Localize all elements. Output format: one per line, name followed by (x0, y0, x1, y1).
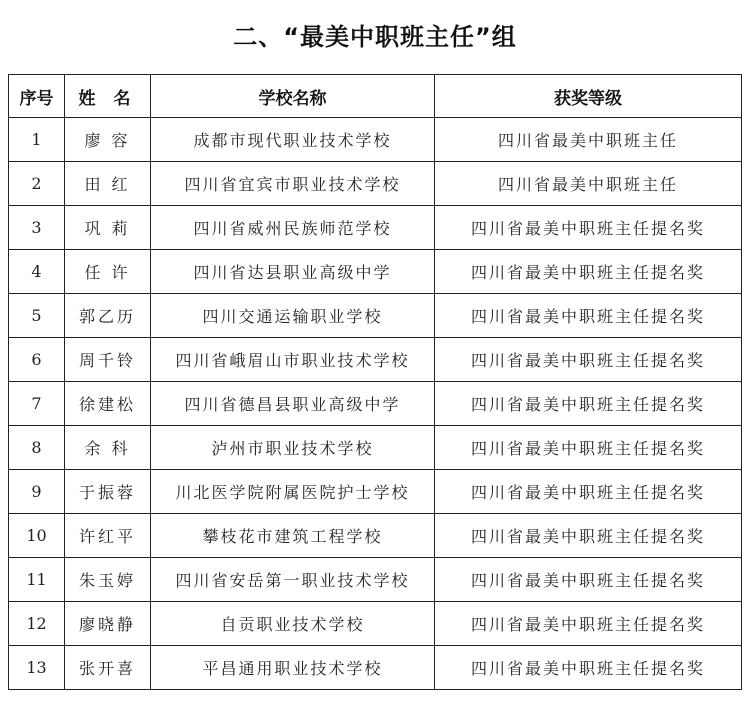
cell-school-name: 自贡职业技术学校 (151, 602, 435, 646)
table-row (9, 250, 742, 294)
table-row (9, 646, 742, 690)
award-table (8, 74, 742, 690)
header-school-name: 学校名称 (151, 75, 435, 118)
cell-award-level: 四川省最美中职班主任提名奖 (435, 382, 742, 426)
cell-name: 廖 容 (65, 118, 151, 162)
cell-serial-number: 13 (9, 646, 65, 690)
cell-name: 田 红 (65, 162, 151, 206)
cell-name: 郭乙历 (65, 294, 151, 338)
cell-name: 徐建松 (65, 382, 151, 426)
cell-award-level: 四川省最美中职班主任提名奖 (435, 294, 742, 338)
table-row (9, 294, 742, 338)
cell-award-level: 四川省最美中职班主任提名奖 (435, 470, 742, 514)
table-row (9, 426, 742, 470)
table-row (9, 514, 742, 558)
cell-serial-number: 9 (9, 470, 65, 514)
cell-award-level: 四川省最美中职班主任 (435, 162, 742, 206)
cell-school-name: 四川省峨眉山市职业技术学校 (151, 338, 435, 382)
cell-award-level: 四川省最美中职班主任提名奖 (435, 558, 742, 602)
cell-school-name: 四川省宜宾市职业技术学校 (151, 162, 435, 206)
cell-serial-number: 6 (9, 338, 65, 382)
cell-school-name: 四川省达县职业高级中学 (151, 250, 435, 294)
cell-serial-number: 11 (9, 558, 65, 602)
cell-serial-number: 7 (9, 382, 65, 426)
cell-name: 于振蓉 (65, 470, 151, 514)
table-row (9, 382, 742, 426)
cell-serial-number: 4 (9, 250, 65, 294)
cell-school-name: 川北医学院附属医院护士学校 (151, 470, 435, 514)
cell-award-level: 四川省最美中职班主任提名奖 (435, 514, 742, 558)
cell-serial-number: 8 (9, 426, 65, 470)
header-award-level: 获奖等级 (435, 75, 742, 118)
cell-award-level: 四川省最美中职班主任提名奖 (435, 250, 742, 294)
cell-name: 巩 莉 (65, 206, 151, 250)
cell-award-level: 四川省最美中职班主任提名奖 (435, 206, 742, 250)
cell-school-name: 四川交通运输职业学校 (151, 294, 435, 338)
cell-name: 许红平 (65, 514, 151, 558)
table-row (9, 602, 742, 646)
cell-school-name: 四川省德昌县职业高级中学 (151, 382, 435, 426)
cell-serial-number: 5 (9, 294, 65, 338)
cell-award-level: 四川省最美中职班主任提名奖 (435, 646, 742, 690)
table-row (9, 338, 742, 382)
cell-school-name: 攀枝花市建筑工程学校 (151, 514, 435, 558)
cell-award-level: 四川省最美中职班主任提名奖 (435, 426, 742, 470)
cell-award-level: 四川省最美中职班主任提名奖 (435, 602, 742, 646)
cell-serial-number: 1 (9, 118, 65, 162)
cell-name: 廖晓静 (65, 602, 151, 646)
cell-name: 张开喜 (65, 646, 151, 690)
table-row (9, 558, 742, 602)
cell-award-level: 四川省最美中职班主任提名奖 (435, 338, 742, 382)
table-row (9, 162, 742, 206)
cell-award-level: 四川省最美中职班主任 (435, 118, 742, 162)
table-row (9, 206, 742, 250)
cell-school-name: 四川省安岳第一职业技术学校 (151, 558, 435, 602)
table-row (9, 118, 742, 162)
header-serial-number: 序号 (9, 75, 65, 118)
cell-school-name: 四川省威州民族师范学校 (151, 206, 435, 250)
cell-name: 任 许 (65, 250, 151, 294)
header-name: 姓 名 (65, 75, 151, 118)
table-header-row (9, 75, 742, 118)
cell-name: 余 科 (65, 426, 151, 470)
cell-serial-number: 12 (9, 602, 65, 646)
cell-school-name: 泸州市职业技术学校 (151, 426, 435, 470)
table-row (9, 470, 742, 514)
cell-serial-number: 10 (9, 514, 65, 558)
cell-name: 朱玉婷 (65, 558, 151, 602)
cell-school-name: 成都市现代职业技术学校 (151, 118, 435, 162)
cell-school-name: 平昌通用职业技术学校 (151, 646, 435, 690)
cell-serial-number: 2 (9, 162, 65, 206)
cell-serial-number: 3 (9, 206, 65, 250)
page-title: 二、“最美中职班主任”组 (233, 23, 517, 51)
cell-name: 周千铃 (65, 338, 151, 382)
